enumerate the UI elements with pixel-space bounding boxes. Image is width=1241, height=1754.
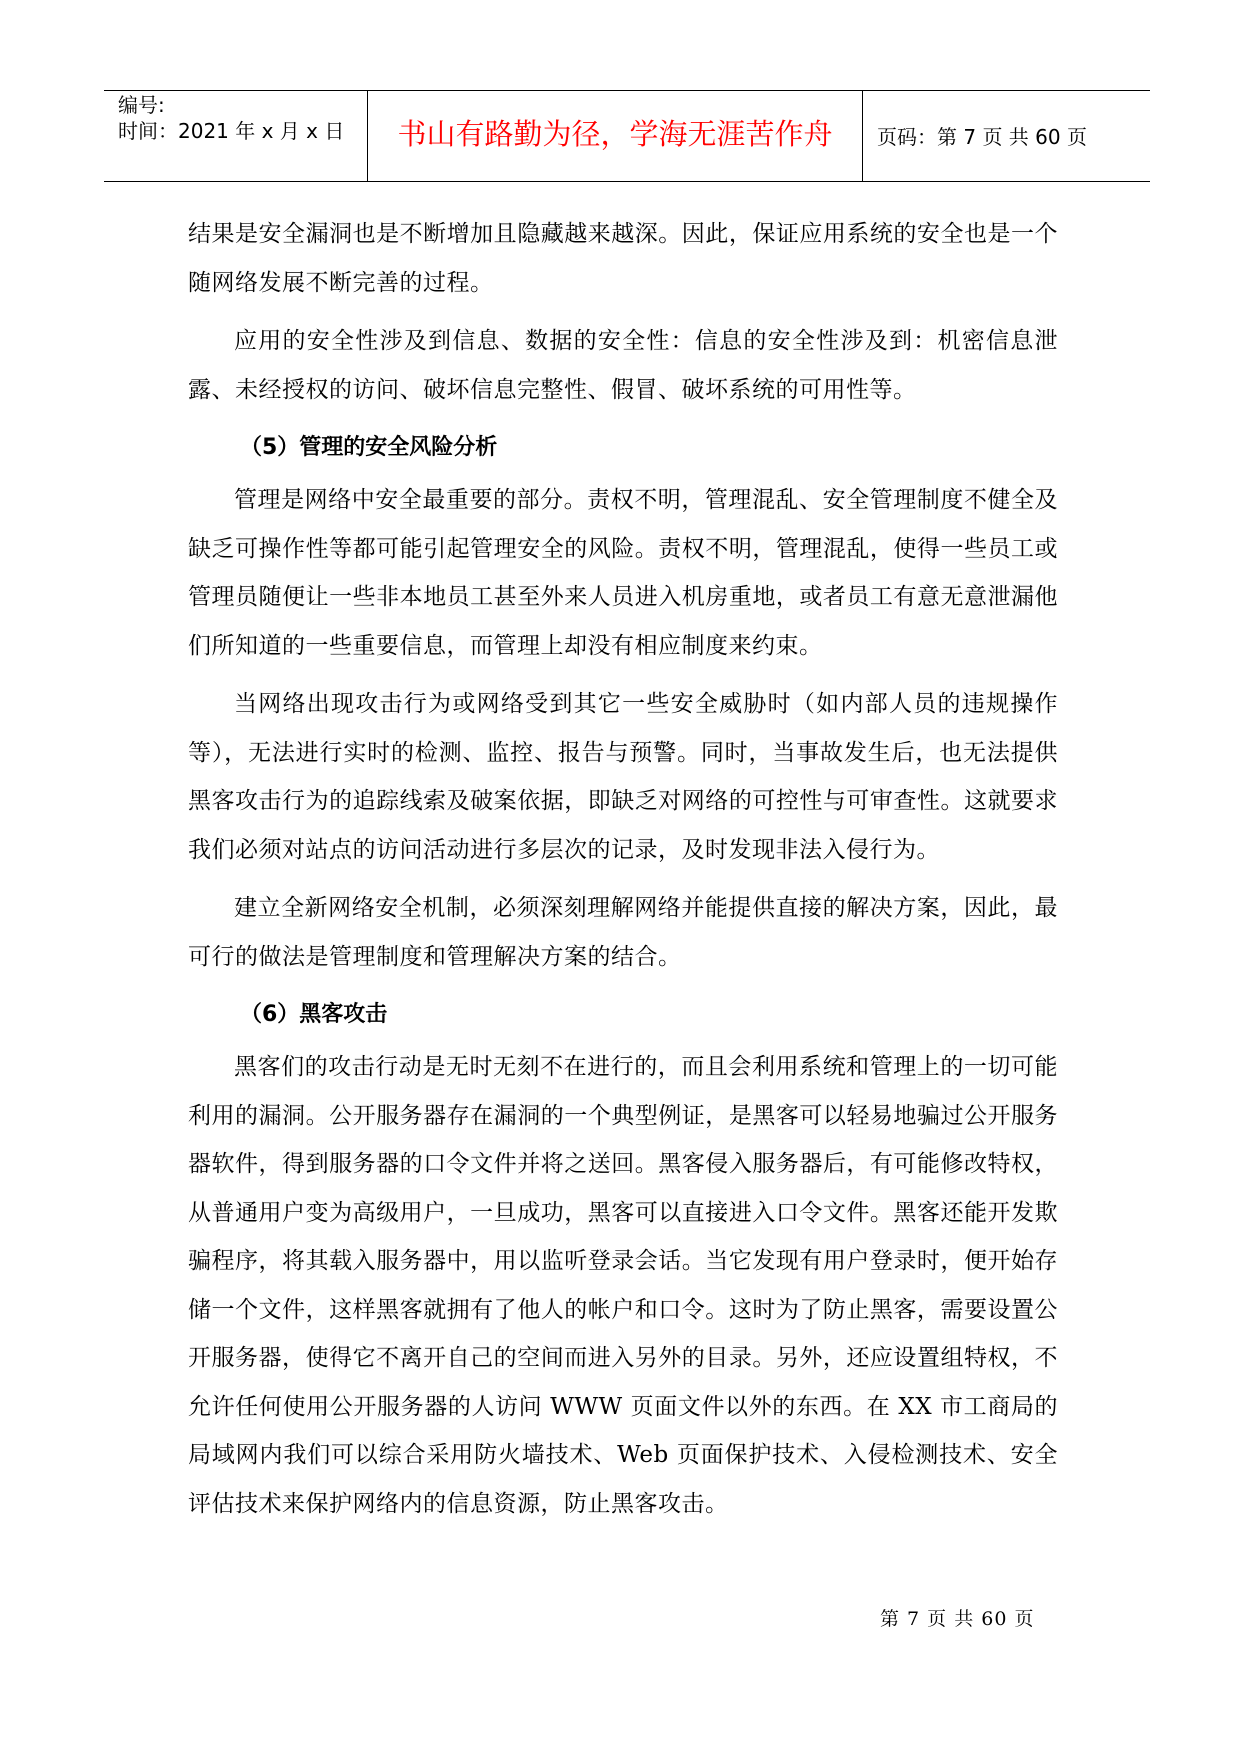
header-page-cell — [863, 91, 1150, 181]
document-number-label: 编号: — [118, 93, 165, 117]
page-footer-number: 第 7 页 共 60 页 — [880, 1608, 1035, 1630]
document-time-label: 时间：2021 年 x 月 x 日 — [118, 119, 345, 143]
header-motto-cell — [368, 91, 863, 181]
header-page-number: 页码：第 7 页 共 60 页 — [877, 125, 1087, 149]
section-heading-hacker-attack: （6）黑客攻击 — [240, 1002, 388, 1027]
paragraph-attack-monitoring: 当网络出现攻击行为或网络受到其它一些安全威胁时（如内部人员的违规操作等），无法进行实时的检测、监控、报告与预警。同时，当事故发生后，也无法提供黑客攻击行为的追踪线索及破案依据，即缺乏对网络的可控性与可审查性。这就要求我们必须对站点的访问活动进行多层次的记录，及时发现非法入侵行为。 — [188, 691, 1058, 863]
page-header — [104, 90, 1150, 182]
paragraph-management-importance: 管理是网络中安全最重要的部分。责权不明，管理混乱、安全管理制度不健全及缺乏可操作性等都可能引起管理安全的风险。责权不明，管理混乱，使得一些员工或管理员随便让一些非本地员工甚至外来人员进入机房重地，或者员工有意无意泄漏他们所知道的一些重要信息，而管理上却没有相应制度来约束。 — [188, 487, 1058, 659]
document-body — [188, 210, 1058, 1538]
header-info-cell — [104, 91, 368, 181]
header-motto: 书山有路勤为径，学海无涯苦作舟 — [397, 117, 833, 151]
paragraph-security-mechanism: 建立全新网络安全机制，必须深刻理解网络并能提供直接的解决方案，因此，最可行的做法是管理制度和管理解决方案的结合。 — [188, 895, 1058, 970]
section-heading-management-risk: （5）管理的安全风险分析 — [240, 435, 498, 460]
paragraph-hacker-attack: 黑客们的攻击行动是无时无刻不在进行的，而且会利用系统和管理上的一切可能利用的漏洞。公开服务器存在漏洞的一个典型例证，是黑客可以轻易地骗过公开服务器软件，得到服务器的口令文件并将之送回。黑客侵入服务器后，有可能修改特权，从普通用户变为高级用户，一旦成功，黑客可以直接进入口令文件。黑客还能开发欺骗程序，将其载入服务器中，用以监听登录会话。当它发现有用户登录时，便开始存储一个文件，这样黑客就拥有了他人的帐户和口令。这时为了防止黑客，需要设置公开服务器，使得它不离开自己的空间而进入另外的目录。另外，还应设置组特权，不允许任何使用公开服务器的人访问 WWW 页面文件以外的东西。在 XX 市工商局的局域网内我们可以综合采用防火墙技术、Web 页面保护技术、入侵检测技术、安全评估技术来保护网络内的信息资源，防止黑客攻击。 — [188, 1054, 1058, 1517]
paragraph-application-security: 应用的安全性涉及到信息、数据的安全性：信息的安全性涉及到：机密信息泄露、未经授权的访问、破坏信息完整性、假冒、破坏系统的可用性等。 — [188, 328, 1058, 403]
paragraph-continuation: 结果是安全漏洞也是不断增加且隐藏越来越深。因此，保证应用系统的安全也是一个随网络发展不断完善的过程。 — [188, 221, 1058, 296]
